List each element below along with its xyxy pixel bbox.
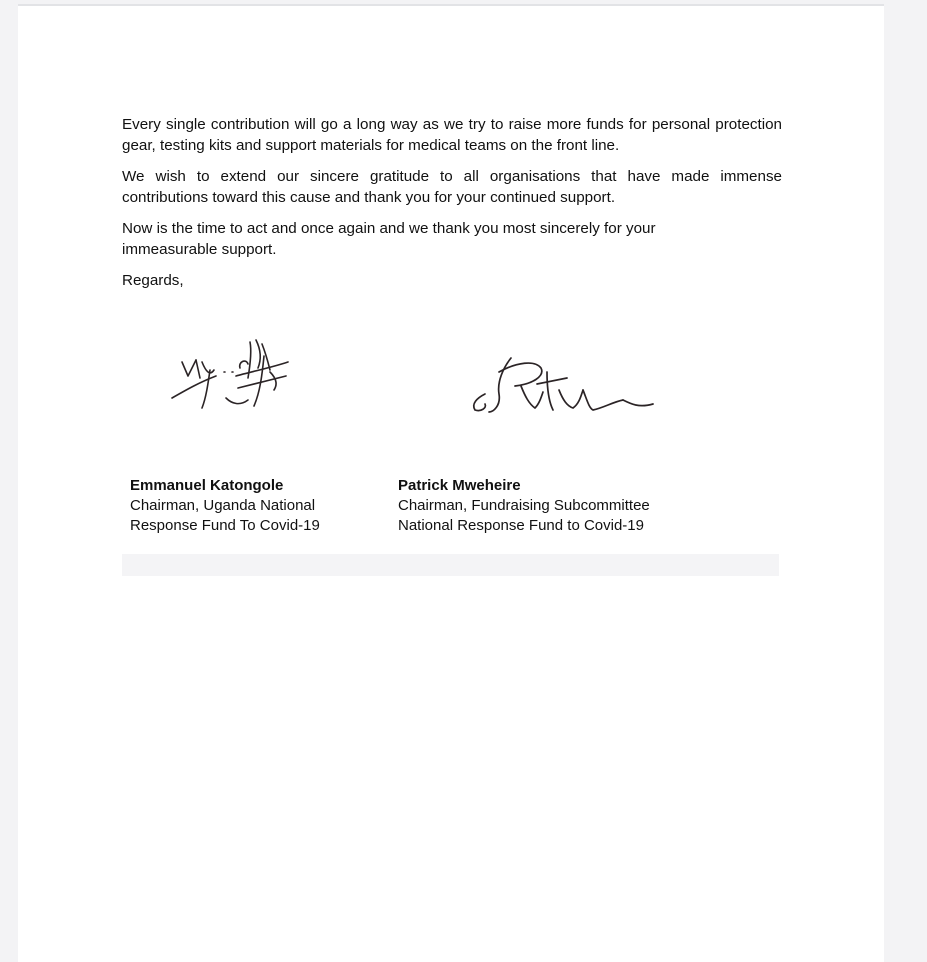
footer-band xyxy=(122,554,779,576)
signatory-mweheire xyxy=(398,476,650,536)
paragraph-contribution: Every single contribution will go a long way as we try to raise more funds for personal protection gear, testing kits and support materials for medical teams on the front line. xyxy=(122,116,782,154)
signatory-name: Patrick Mweheire xyxy=(398,477,521,494)
signatory-title: Response Fund To Covid-19 xyxy=(130,517,320,534)
signatory-title: Chairman, Uganda National xyxy=(130,497,316,514)
closing-regards: Regards, xyxy=(122,272,184,289)
signatory-title: Chairman, Fundraising Subcommittee xyxy=(398,497,650,514)
signature-right-image xyxy=(463,354,659,420)
signatory-katongole xyxy=(130,476,320,536)
letter-page xyxy=(18,4,884,962)
paragraph-call-to-act: Now is the time to act and once again and we thank you most sincerely for your immeasurable support. xyxy=(122,220,656,258)
signature-left-image xyxy=(166,332,294,414)
signatory-name: Emmanuel Katongole xyxy=(130,477,284,494)
letter-body xyxy=(122,114,782,301)
signatory-title: National Response Fund to Covid-19 xyxy=(398,517,644,534)
paragraph-gratitude: We wish to extend our sincere gratitude to all organisations that have made immense contributions toward this cause and thank you for your continued support. xyxy=(122,168,782,206)
